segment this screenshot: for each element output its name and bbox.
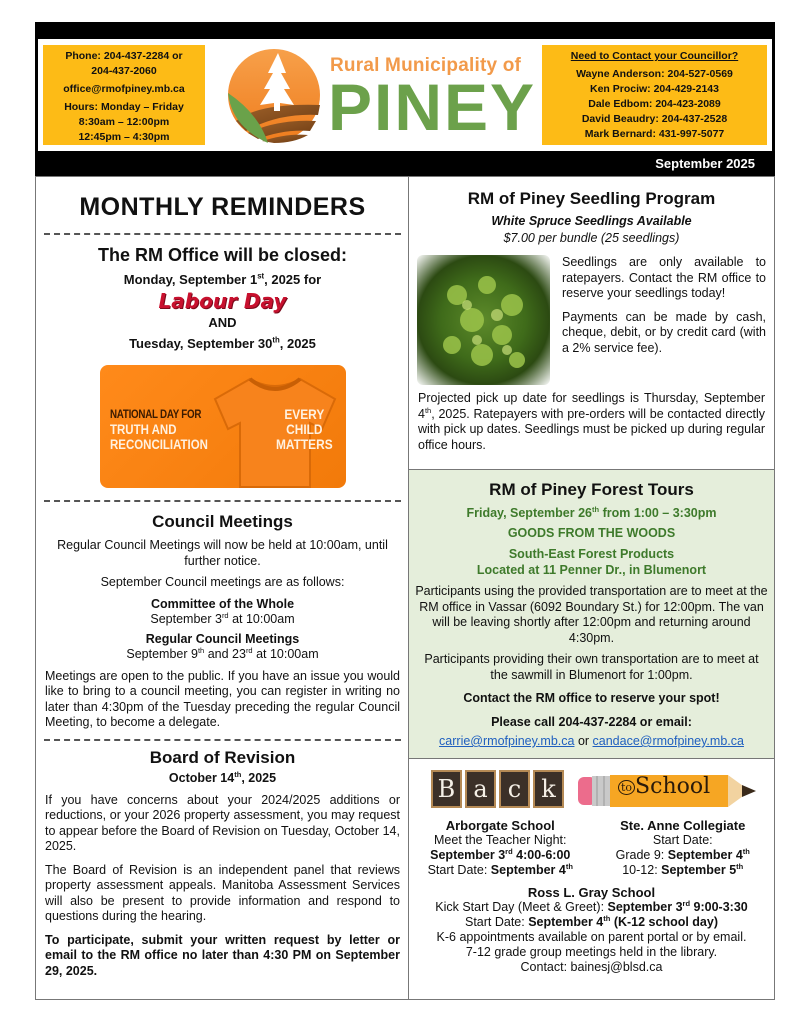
seedling-availability: Seedlings are only available to ratepayers. Contact the RM office to reserve your seedlings today! bbox=[562, 255, 766, 300]
banner-text-line-2 bbox=[110, 422, 208, 452]
closure-date-2-tail: , 2025 bbox=[279, 336, 316, 351]
seedling-price: $7.00 per bundle (25 seedlings) bbox=[503, 231, 680, 245]
kick-start-date: September 3 bbox=[607, 900, 683, 914]
board-of-revision-title: Board of Revision bbox=[149, 747, 296, 767]
arborgate-school bbox=[409, 818, 592, 878]
rm-piney-logo bbox=[218, 43, 538, 147]
arborgate-date: September 3 bbox=[430, 848, 506, 862]
seedling-subtitle: White Spruce Seedlings Available bbox=[491, 214, 692, 228]
rossgray-start: September 4 bbox=[528, 915, 604, 929]
seedling-text bbox=[550, 255, 766, 385]
steanne-line-3 bbox=[592, 863, 775, 878]
banner-matters: MATTERS bbox=[275, 436, 333, 452]
council-schedule-intro: September Council meetings are as follows: bbox=[100, 575, 345, 589]
councillor-contact-box bbox=[542, 45, 767, 145]
ordinal-suffix: rd bbox=[221, 610, 229, 620]
banner-text-line-1: NATIONAL DAY FOR bbox=[109, 409, 201, 421]
phone-line-1: Phone: 204-437-2284 or bbox=[65, 50, 183, 62]
steanne-line-2 bbox=[592, 848, 775, 863]
grade-label: 10-12: bbox=[622, 863, 662, 877]
ordinal-suffix: th bbox=[592, 504, 600, 514]
kick-start-time: 9:00-3:30 bbox=[690, 900, 748, 914]
pickup-text-tail: , 2025. Ratepayers with pre-orders will be contacted directly with pick up dates. Seedlings must be picked up during regular office hours. bbox=[418, 406, 765, 452]
ordinal-suffix: rd bbox=[682, 898, 691, 908]
pickup-text: Projected pick up date for seedlings is Thursday, September 4 bbox=[418, 391, 765, 421]
section-divider bbox=[44, 500, 401, 502]
office-contact-box bbox=[43, 45, 205, 145]
back-to-school-banner bbox=[431, 770, 774, 810]
arborgate-time: 4:00-6:00 bbox=[512, 848, 571, 862]
closure-title: The RM Office will be closed: bbox=[97, 245, 348, 265]
start-date-label: Start Date: bbox=[464, 915, 529, 929]
closure-date-2-text: Tuesday, September 30 bbox=[129, 336, 273, 351]
kick-start-label: Kick Start Day (Meet & Greet): bbox=[435, 900, 608, 914]
truth-reconciliation-banner bbox=[100, 365, 346, 488]
banner-school-word: School bbox=[635, 774, 711, 799]
office-closure-section bbox=[36, 245, 409, 488]
bor-date-year: , 2025 bbox=[241, 770, 277, 785]
start-date-label: Start Date: bbox=[427, 863, 491, 877]
council-meetings-title: Council Meetings bbox=[152, 512, 293, 531]
arborgate-line-1: Meet the Teacher Night: bbox=[434, 833, 567, 847]
email-link-candace[interactable]: candace@rmofpiney.mb.ca bbox=[592, 734, 744, 748]
seedling-pickup bbox=[409, 391, 774, 453]
letter-tile: k bbox=[533, 770, 564, 808]
councillor-box-title: Need to Contact your Councillor? bbox=[570, 50, 739, 62]
councillor-entry: Mark Bernard: 431-997-5077 bbox=[584, 128, 725, 140]
tour-transport-info: Participants using the provided transportation are to meet at the RM office in Vassar (6092 Boundary St.) for 12:00pm. The van will be leaving shortly after 12:00pm and returning around 4:30pm. bbox=[415, 584, 768, 645]
rossgray-line-4: 7-12 grade group meetings held in the library. bbox=[465, 945, 718, 959]
councillor-entry: Dale Edbom: 204-423-2089 bbox=[588, 98, 721, 110]
email-separator: or bbox=[574, 734, 593, 748]
phone-line-2: 204-437-2060 bbox=[91, 65, 157, 77]
closure-date-2 bbox=[36, 336, 409, 351]
rossgray-start-note: (K-12 school day) bbox=[610, 915, 719, 929]
rossgray-line-1 bbox=[409, 900, 774, 915]
every-child-matters-text bbox=[276, 407, 333, 452]
right-column bbox=[408, 176, 775, 1000]
ordinal-suffix: th bbox=[565, 861, 573, 871]
arborgate-line-2 bbox=[409, 848, 592, 863]
banner-school-text bbox=[618, 774, 710, 799]
tour-location-name: South-East Forest Products bbox=[508, 547, 675, 561]
seedling-info-row bbox=[409, 255, 774, 385]
issue-date: September 2025 bbox=[655, 156, 755, 171]
rcm-date-2: and 23 bbox=[204, 647, 246, 661]
left-column bbox=[35, 176, 409, 1000]
councillor-entry: David Beaudry: 204-437-2528 bbox=[581, 113, 728, 125]
newsletter-page bbox=[35, 22, 775, 1000]
seedling-program-section bbox=[409, 189, 774, 453]
letter-tile: c bbox=[499, 770, 530, 808]
rcm-dates bbox=[36, 647, 409, 663]
school-grid bbox=[409, 818, 774, 878]
ste-anne-collegiate bbox=[592, 818, 775, 878]
ordinal-suffix: st bbox=[257, 271, 265, 281]
council-meetings-section bbox=[36, 512, 409, 731]
banner-reconciliation: RECONCILIATION bbox=[109, 437, 208, 452]
banner-truth-and: TRUTH AND bbox=[109, 422, 177, 437]
cow-title: Committee of the Whole bbox=[150, 596, 295, 611]
bor-date-text: October 14 bbox=[168, 770, 235, 785]
ordinal-suffix: th bbox=[197, 645, 205, 655]
monthly-reminders-title: MONTHLY REMINDERS bbox=[79, 193, 366, 221]
arborgate-start: September 4 bbox=[490, 863, 566, 877]
ordinal-suffix: th bbox=[742, 846, 750, 856]
revision-paragraph-1: If you have concerns about your 2024/2025 additions or reductions, or your 2026 property assessment, you may request to appear before the Board of Revision on Tuesday, October 14, 2025. bbox=[45, 792, 400, 853]
grade-label: Grade 9: bbox=[615, 848, 668, 862]
rossgray-line-3: K-6 appointments available on parent portal or by email. bbox=[436, 930, 747, 944]
header-inner bbox=[38, 39, 772, 151]
tour-cta: Contact the RM office to reserve your spot! bbox=[463, 691, 720, 705]
tour-location-address: Located at 11 Penner Dr., in Blumenort bbox=[476, 562, 707, 577]
section-divider bbox=[44, 739, 401, 741]
ordinal-suffix: rd bbox=[245, 645, 253, 655]
closure-date-1 bbox=[36, 272, 409, 287]
seedling-payment: Payments can be made by cash, cheque, debit, or by credit card (with a 2% service fee). bbox=[562, 309, 766, 355]
forest-tours-section bbox=[409, 469, 774, 759]
steanne-grade9-date: September 4 bbox=[667, 848, 743, 862]
rossgray-contact: Contact: bainesj@blsd.ca bbox=[520, 960, 663, 974]
email-link-carrie[interactable]: carrie@rmofpiney.mb.ca bbox=[439, 734, 575, 748]
section-divider bbox=[44, 233, 401, 235]
hours-afternoon: 12:45pm – 4:30pm bbox=[78, 131, 170, 143]
closure-date-1-text: Monday, September 1 bbox=[123, 272, 258, 287]
seedling-program-title: RM of Piney Seedling Program bbox=[467, 189, 716, 208]
rcm-title: Regular Council Meetings bbox=[145, 631, 300, 646]
arborgate-line-3 bbox=[409, 863, 592, 878]
board-of-revision-section bbox=[36, 748, 409, 980]
header-banner bbox=[35, 22, 775, 176]
revision-deadline: To participate, submit your written request by letter or email to the RM office no later than 4:30 PM on September 29, 2025. bbox=[45, 932, 400, 978]
ordinal-suffix: th bbox=[234, 769, 242, 779]
back-to-school-section bbox=[409, 760, 774, 1000]
forest-tours-title: RM of Piney Forest Tours bbox=[489, 480, 694, 499]
steanne-grade10-date: September 5 bbox=[661, 863, 737, 877]
letter-tile: B bbox=[431, 770, 462, 808]
ordinal-suffix: th bbox=[424, 405, 432, 415]
rossgray-line-2 bbox=[409, 915, 774, 930]
spruce-seedlings-photo bbox=[417, 255, 550, 385]
logo-top-text: Rural Municipality of bbox=[330, 55, 522, 76]
tour-own-transport-info: Participants providing their own transportation are to meet at the sawmill in Blumenort for 1:00pm. bbox=[424, 652, 759, 682]
spruce-foliage-icon bbox=[417, 255, 550, 385]
office-email: office@rmofpiney.mb.ca bbox=[63, 83, 185, 95]
school-name: Arborgate School bbox=[445, 818, 555, 833]
board-of-revision-date bbox=[36, 771, 409, 785]
ordinal-suffix: rd bbox=[505, 846, 513, 856]
closure-date-1-tail: , 2025 for bbox=[264, 272, 322, 287]
rcm-time: at 10:00am bbox=[252, 647, 319, 661]
tour-call: Please call 204-437-2284 or email: bbox=[491, 714, 692, 729]
logo-main-text: PINEY bbox=[328, 70, 537, 144]
closure-and: AND bbox=[208, 315, 237, 330]
hours-title: Hours: Monday – Friday bbox=[64, 101, 184, 113]
councillor-entry: Wayne Anderson: 204-527-0569 bbox=[576, 68, 733, 80]
tour-theme: GOODS FROM THE WOODS bbox=[507, 525, 676, 540]
tour-time: from 1:00 – 3:30pm bbox=[599, 506, 717, 520]
ross-gray-school bbox=[409, 885, 774, 975]
school-name: Ste. Anne Collegiate bbox=[620, 818, 746, 833]
cow-date bbox=[36, 612, 409, 628]
tour-emails bbox=[409, 734, 774, 750]
labour-day-label: Labour Day bbox=[158, 289, 287, 313]
banner-to-text: to bbox=[618, 780, 635, 795]
logo-emblem-icon bbox=[218, 43, 328, 147]
banner-every: EVERY bbox=[283, 406, 324, 422]
ordinal-suffix: th bbox=[272, 335, 280, 345]
council-note: Regular Council Meetings will now be held at 10:00am, until further notice. bbox=[57, 538, 388, 568]
tour-date-text: Friday, September 26 bbox=[466, 506, 592, 520]
council-delegate-info: Meetings are open to the public. If you have an issue you would like to bring to a council meeting, you can register in writing no later than 4:30pm of the Tuesday preceding the regular Council Meeting, to become a delegate. bbox=[45, 668, 400, 729]
school-name: Ross L. Gray School bbox=[527, 885, 656, 900]
ordinal-suffix: th bbox=[736, 861, 744, 871]
hours-morning: 8:30am – 12:00pm bbox=[78, 116, 170, 128]
steanne-line-1: Start Date: bbox=[652, 833, 713, 847]
revision-paragraph-2: The Board of Revision is an independent panel that reviews property assessment appeals. Manitoba Assessment Services will also be present to provide information and respond to questions during the hearing. bbox=[45, 862, 400, 923]
cow-date-text: September 3 bbox=[150, 612, 222, 626]
letter-tile: a bbox=[465, 770, 496, 808]
banner-child: CHILD bbox=[285, 421, 322, 437]
ordinal-suffix: th bbox=[603, 913, 611, 923]
councillor-entry: Ken Prociw: 204-429-2143 bbox=[590, 83, 719, 95]
tour-date bbox=[409, 506, 774, 522]
cow-time: at 10:00am bbox=[228, 612, 295, 626]
rcm-date-1: September 9 bbox=[126, 647, 198, 661]
